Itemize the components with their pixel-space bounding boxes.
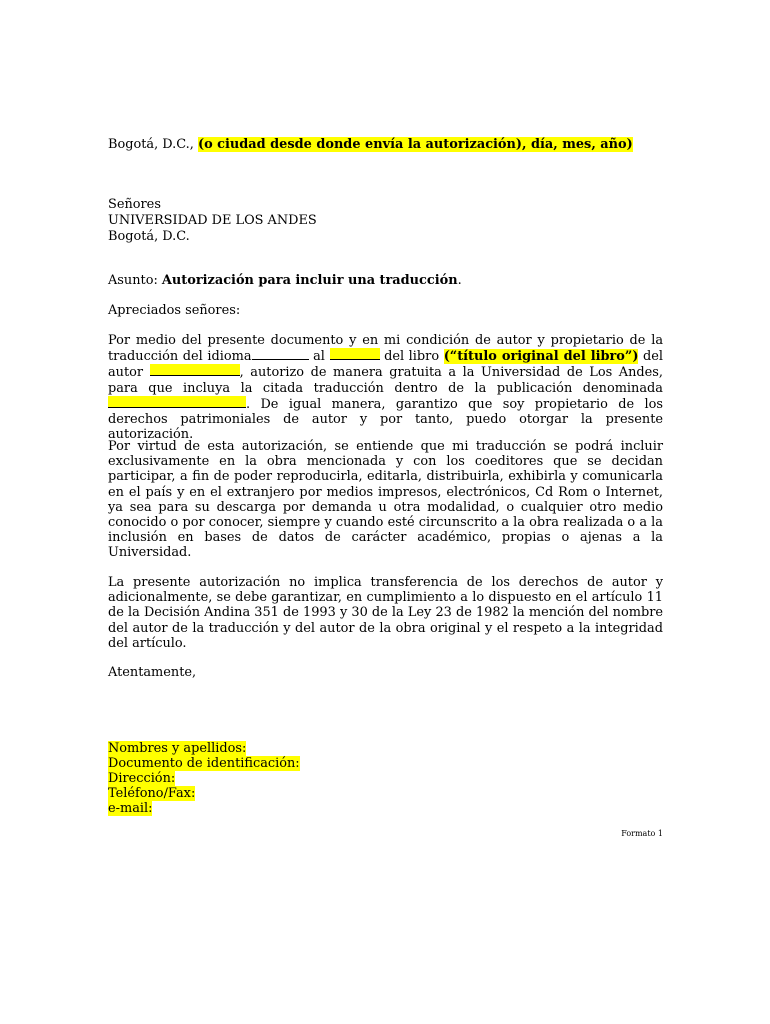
signature-address <box>108 771 175 786</box>
recipient-line-2: UNIVERSIDAD DE LOS ANDES <box>108 213 317 228</box>
footer-format-label: Formato 1 <box>621 829 663 838</box>
paragraph-3-text: La presente autorización no implica transferencia de los derechos de autor y adicionalmente, se debe garantizar, en cumplimiento a lo dispuesto en el artículo 11 de la Decisión Andina 351 de 1993 y 30 de la Ley 23 de 1982 la mención del nombre del autor de la traducción y del autor de la obra original y el respeto a la integridad del artículo. <box>108 575 663 651</box>
signature-phone-label: Teléfono/Fax: <box>108 786 196 801</box>
paragraph-3 <box>108 575 663 651</box>
author-blank[interactable] <box>150 364 240 376</box>
publication-blank[interactable] <box>108 396 246 408</box>
paragraph-1-text: del autor <box>108 349 664 381</box>
subject-end: . <box>457 273 462 288</box>
recipient-line-3: Bogotá, D.C. <box>108 229 190 244</box>
signature-id-label: Documento de identificación: <box>108 756 300 771</box>
date-placeholder: (o ciudad desde donde envía la autorización), día, mes, año) <box>197 137 633 152</box>
signature-name <box>108 741 246 756</box>
subject-line <box>108 273 462 288</box>
paragraph-1-text: al <box>308 349 330 365</box>
paragraph-2 <box>108 439 663 561</box>
date-line <box>108 137 633 152</box>
paragraph-1-text: Por medio del presente documento y en mi condición de autor y propietario de la traducción del idioma <box>108 333 663 365</box>
signature-id <box>108 756 300 771</box>
subject-label: Asunto: <box>108 273 162 288</box>
book-title-placeholder: (“título original del libro”) <box>443 349 639 365</box>
signature-email <box>108 801 152 816</box>
signature-email-label: e-mail: <box>108 801 153 816</box>
paragraph-1-text: . De igual manera, garantizo que soy propietario de los derechos patrimoniales de autor y por tanto, puedo otorgar la presente autorización. <box>108 396 663 443</box>
signature-name-label: Nombres y apellidos: <box>108 741 247 756</box>
subject-text: Autorización para incluir una traducción <box>161 273 458 288</box>
place-text: Bogotá, D.C., <box>108 137 198 152</box>
paragraph-1 <box>108 333 663 442</box>
paragraph-1-text: , autorizo de manera gratuita a la Universidad de Los Andes, para que incluya la citada traducción dentro de la publicación denominada <box>108 365 663 396</box>
signature-phone <box>108 786 195 801</box>
signature-address-label: Dirección: <box>108 771 176 786</box>
paragraph-1-text: del libro <box>379 349 444 365</box>
paragraph-2-text: Por virtud de esta autorización, se entiende que mi traducción se podrá incluir exclusivamente en la obra mencionada y con los coeditores que se decidan participar, a fin de poder reproducirla, editarla, distribuirla, exhibirla y comunicarla en el país y en el extranjero por medios impresos, electrónicos, Cd Rom o Internet, ya sea para su descarga por demanda u otra modalidad, o cualquier otro medio conocido o por conocer, siempre y cuando esté circunscrito a la obra realizada o a la inclusión en bases de datos de carácter académico, propias o ajenas a la Universidad. <box>108 439 663 561</box>
closing: Atentamente, <box>108 665 197 680</box>
greeting: Apreciados señores: <box>108 303 241 318</box>
recipient-line-1: Señores <box>108 197 161 212</box>
language-to-blank[interactable] <box>330 348 380 360</box>
language-from-blank[interactable] <box>252 348 309 360</box>
